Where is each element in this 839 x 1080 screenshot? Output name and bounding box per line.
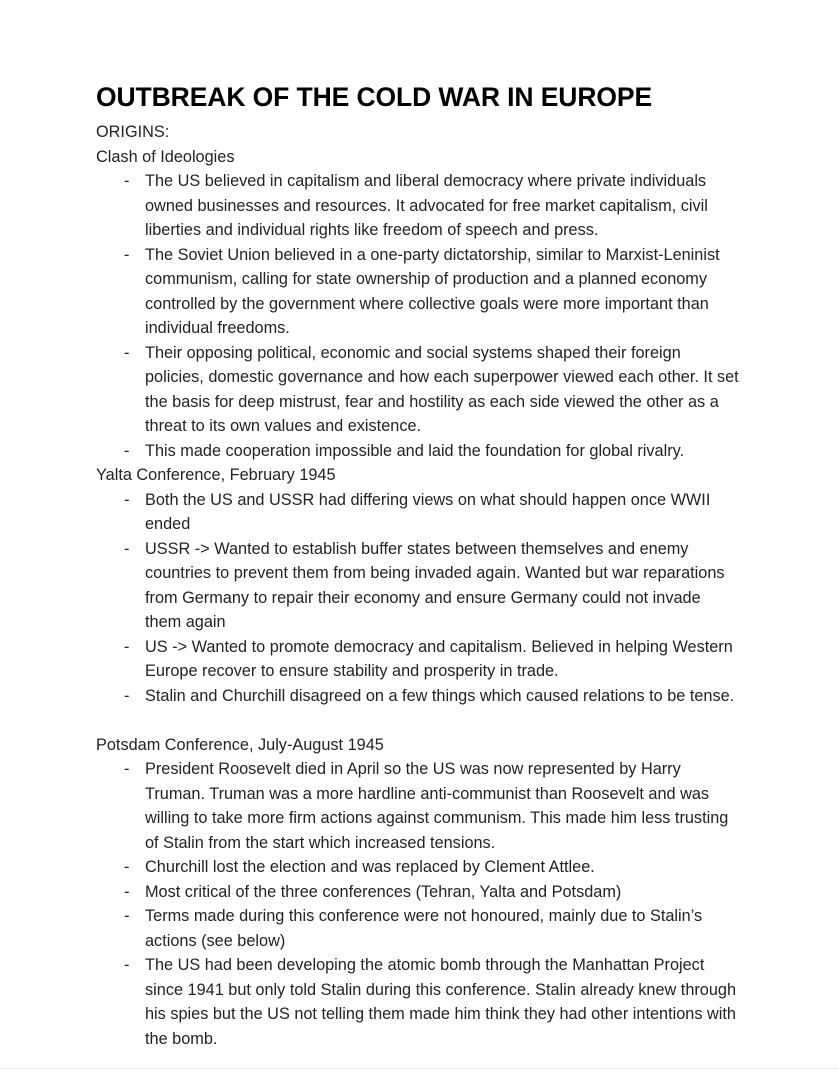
list-item-text: Most critical of the three conferences (Tehran, Yalta and Potsdam) <box>145 882 622 901</box>
list-item-text: Their opposing political, economic and social systems shaped their foreign policies, domestic governance and how each superpower viewed each other. It set the basis for deep mistrust, fear and hostility as each side viewed the other as a threat to its own values and existence. <box>145 343 739 436</box>
bullet-dash-icon: - <box>124 882 130 901</box>
bullet-dash-icon: - <box>124 343 130 362</box>
list-item-text: The Soviet Union believed in a one-party dictatorship, similar to Marxist-Leninist communism, calling for state ownership of production and a planned economy controlled by the government where collective goals were more important than individual freedoms. <box>145 245 720 338</box>
bullet-list <box>96 488 741 709</box>
bullet-dash-icon: - <box>124 907 130 926</box>
document-sections <box>96 120 741 1051</box>
list-item <box>96 684 741 709</box>
bullet-dash-icon: - <box>124 956 130 975</box>
section-heading: Potsdam Conference, July-August 1945 <box>96 735 384 754</box>
section-heading: ORIGINS: <box>96 123 170 142</box>
list-item <box>96 757 741 855</box>
section-heading: Yalta Conference, February 1945 <box>96 466 336 485</box>
section-heading: Clash of Ideologies <box>96 147 235 166</box>
bullet-dash-icon: - <box>124 686 130 705</box>
list-item-text: President Roosevelt died in April so the US was now represented by Harry Truman. Truman was a more hardline anti-communist than Roosevelt and was willing to take more firm actions against communism. This made him less trusting of Stalin from the start which increased tensions. <box>145 760 729 852</box>
list-item-text: USSR -> Wanted to establish buffer states between themselves and enemy countries to prevent them from being invaded again. Wanted but war reparations from Germany to repair their economy and ensure Germany could not invade them again <box>145 539 725 632</box>
page-title: OUTBREAK OF THE COLD WAR IN EUROPE <box>96 82 653 112</box>
list-item <box>96 169 741 243</box>
list-item-text: Churchill lost the election and was replaced by Clement Attlee. <box>145 858 595 877</box>
paragraph-spacer <box>96 708 741 733</box>
list-item <box>96 953 741 1051</box>
list-item <box>96 439 741 464</box>
list-item-text: Terms made during this conference were not honoured, mainly due to Stalin’s actions (see below) <box>145 907 703 950</box>
bullet-list <box>96 757 741 1051</box>
bullet-dash-icon: - <box>124 172 130 191</box>
list-item-text: Both the US and USSR had differing views on what should happen once WWII ended <box>145 490 711 534</box>
list-item-text: Stalin and Churchill disagreed on a few things which caused relations to be tense. <box>145 686 735 705</box>
list-item <box>96 341 741 439</box>
bullet-dash-icon: - <box>124 858 130 877</box>
list-item-text: US -> Wanted to promote democracy and capitalism. Believed in helping Western Europe recover to ensure stability and prosperity in trade. <box>145 637 733 681</box>
bullet-list <box>96 169 741 463</box>
list-item-text: The US believed in capitalism and liberal democracy where private individuals owned businesses and resources. It advocated for free market capitalism, civil liberties and individual rights like freedom of speech and press. <box>145 172 708 240</box>
bullet-dash-icon: - <box>124 441 130 460</box>
document-body <box>96 82 741 1051</box>
bullet-dash-icon: - <box>124 760 130 779</box>
list-item-text: The US had been developing the atomic bomb through the Manhattan Project since 1941 but only told Stalin during this conference. Stalin already knew through his spies but the US not telling them made him think they had other intentions with the bomb. <box>145 956 737 1048</box>
list-item <box>96 537 741 635</box>
bullet-dash-icon: - <box>124 637 130 656</box>
page-boundary-divider <box>0 1068 839 1069</box>
list-item <box>96 488 741 537</box>
bullet-dash-icon: - <box>124 490 130 509</box>
list-item <box>96 904 741 953</box>
list-item <box>96 243 741 341</box>
list-item <box>96 880 741 905</box>
bullet-dash-icon: - <box>124 245 130 264</box>
list-item <box>96 855 741 880</box>
list-item <box>96 635 741 684</box>
bullet-dash-icon: - <box>124 539 130 558</box>
list-item-text: This made cooperation impossible and laid the foundation for global rivalry. <box>145 441 685 460</box>
